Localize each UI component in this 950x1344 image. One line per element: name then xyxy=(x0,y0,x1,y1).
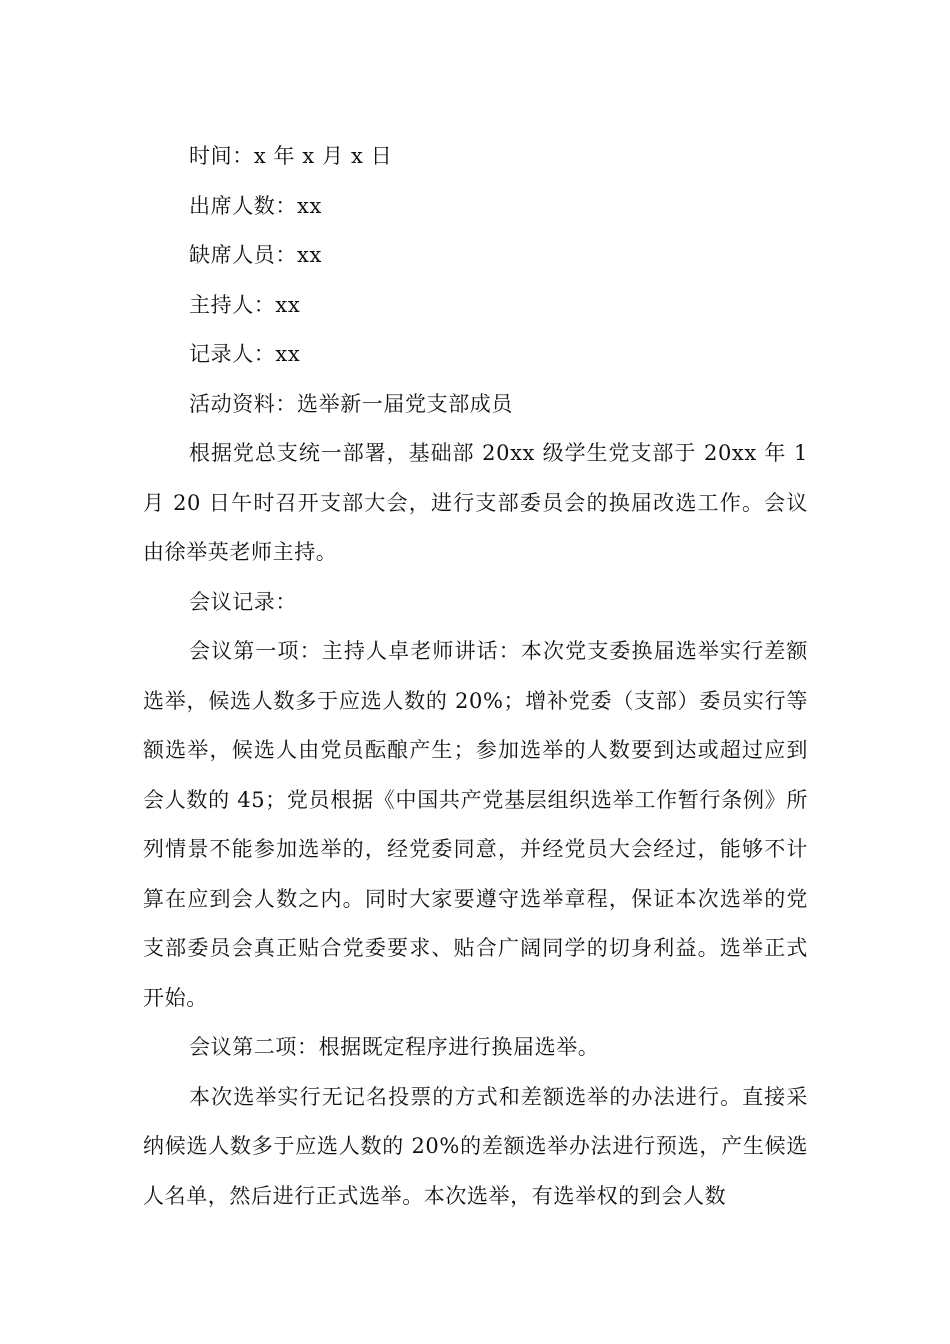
paragraph-intro: 根据党总支统一部署，基础部 20xx 级学生党支部于 20xx 年 1 月 20 日午时召开支部大会，进行支部委员会的换届改选工作。会议由徐举英老师主持。 xyxy=(143,441,808,564)
meta-host-value: xx xyxy=(275,292,301,317)
meta-absent xyxy=(143,231,808,281)
paragraph-election-method: 本次选举实行无记名投票的方式和差额选举的办法进行。直接采纳候选人数多于应选人数的 20%的差额选举办法进行预选，产生候选人名单，然后进行正式选举。本次选举，有选举权的到会人数 xyxy=(143,1084,808,1208)
meta-attendance-value: xx xyxy=(297,193,322,218)
meta-host-label: 主持人： xyxy=(189,292,276,317)
meta-absent-label: 缺席人员： xyxy=(189,243,297,267)
paragraph-item-two: 会议第二项：根据既定程序进行换届选举。 xyxy=(189,1035,600,1059)
meta-time-value: x 年 x 月 x 日 xyxy=(253,144,393,168)
document-body xyxy=(143,132,808,1221)
meta-attendance-label: 出席人数： xyxy=(189,193,297,218)
paragraph-item-one: 会议第一项：主持人卓老师讲话：本次党支委换届选举实行差额选举，候选人数多于应选人数的 20%；增补党委（支部）委员实行等额选举，候选人由党员酝酿产生；参加选举的人数要到达或超过应到会人数的 45；党员根据《中国共产党基层组织选举工作暂行条例》所列情景不能参加选举的，经党委同意，并经党员大会经过，能够不计算在应到会人数之内。同时大家要遵守选举章程，保证本次选举的党支部委员会真正贴合党委要求、贴合广阔同学的切身利益。选举正式开始。 xyxy=(143,639,808,1010)
paragraph-minutes-heading: 会议记录： xyxy=(189,589,297,614)
meta-activity-label: 活动资料： xyxy=(189,391,297,416)
meta-recorder-value: xx xyxy=(275,342,301,366)
meta-time-label: 时间： xyxy=(189,144,254,168)
meta-activity-value: 选举新一届党支部成员 xyxy=(297,391,513,416)
meta-host xyxy=(143,281,808,331)
meta-recorder-label: 记录人： xyxy=(189,342,276,366)
meta-attendance xyxy=(143,182,808,232)
meta-activity xyxy=(143,380,808,430)
meta-time xyxy=(143,132,808,182)
meta-absent-value: xx xyxy=(297,243,322,267)
meta-recorder xyxy=(143,330,808,380)
